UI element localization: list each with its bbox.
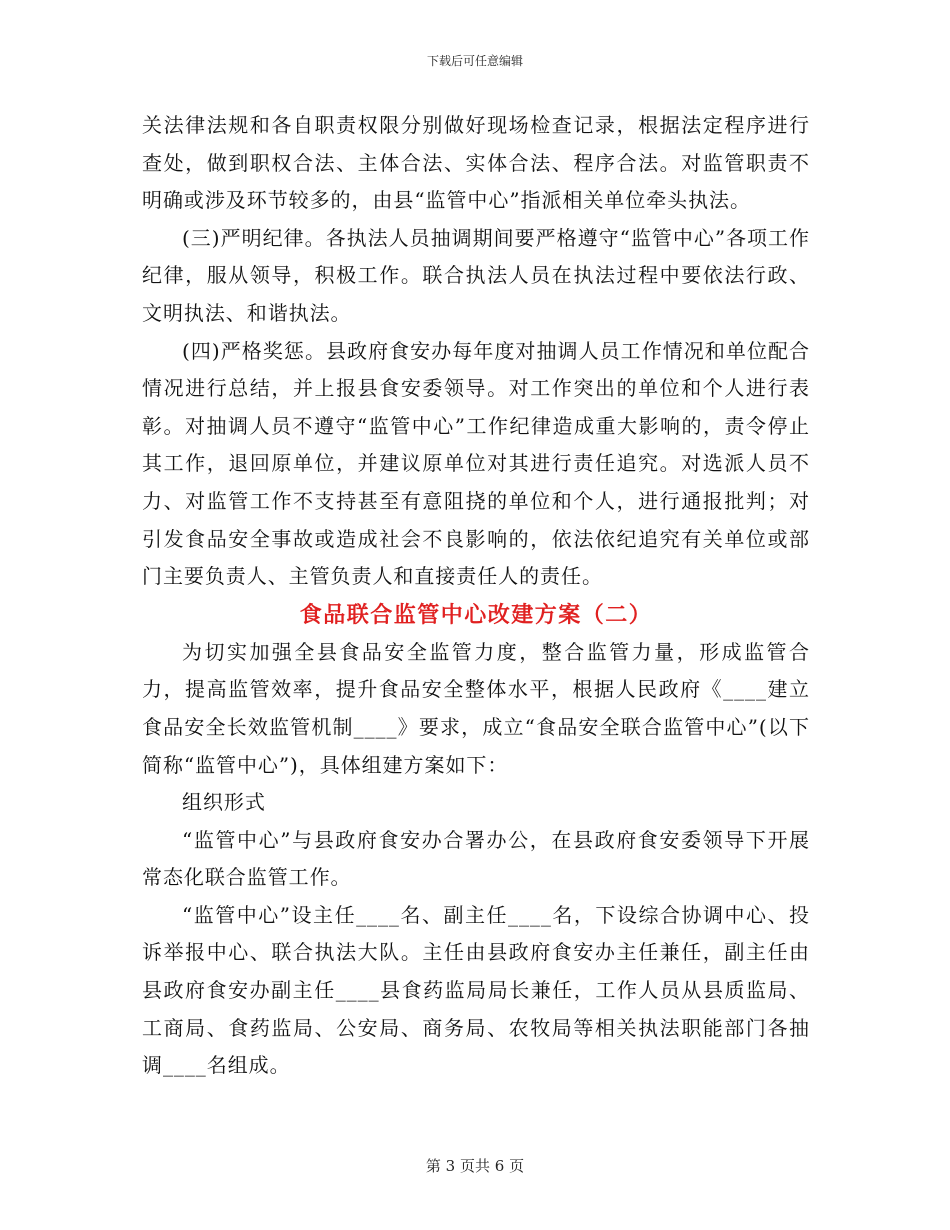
paragraph-rewards-penalties: (四)严格奖惩。县政府食安办每年度对抽调人员工作情况和单位配合情况进行总结，并上报县食安委领导。对工作突出的单位和个人进行表彰。对抽调人员不遵守“监管中心”工作纪律造成重大影响的，责令停止其工作，退回原单位，并建议原单位对其进行责任追究。对选派人员不力、对监管工作不支持甚至有意阻挠的单位和个人，进行通报批判；对引发食品安全事故或造成社会不良影响的，依法依纪追究有关单位或部门主要负责人、主管负责人和直接责任人的责任。 xyxy=(142,338,810,589)
paragraph-joint-office: “监管中心”与县政府食安办合署办公，在县政府食安委领导下开展常态化联合监管工作。 xyxy=(142,827,810,890)
paragraph-subheading-organization: 组织形式 xyxy=(182,790,266,815)
section-title: 食品联合监管中心改建方案（二） xyxy=(299,601,653,628)
paragraph-staffing: “监管中心”设主任____名、副主任____名，下设综合协调中心、投诉举报中心、联合执法大队。主任由县政府食安办主任兼任，副主任由县政府食安办副主任____县食药监局局长兼任，工作人员从县质监局、工商局、食药监局、公安局、商务局、农牧局等相关执法职能部门各抽调____名组成。 xyxy=(142,902,810,1078)
paragraph-continuation: 关法律法规和各自职责权限分别做好现场检查记录，根据法定程序进行查处，做到职权合法、主体合法、实体合法、程序合法。对监管职责不明确或涉及环节较多的，由县“监管中心”指派相关单位牵头执法。 xyxy=(142,113,810,213)
paragraph-intro: 为切实加强全县食品安全监管力度，整合监管力量，形成监管合力，提高监管效率，提升食品安全整体水平，根据人民政府《____建立食品安全长效监管机制____》要求，成立“食品安全联合监管中心”(以下简称“监管中心”)，具体组建方案如下： xyxy=(142,639,810,777)
page-header: 下载后可任意编辑 xyxy=(426,54,523,68)
document-body xyxy=(142,107,810,1085)
paragraph-discipline: (三)严明纪律。各执法人员抽调期间要严格遵守“监管中心”各项工作纪律，服从领导，积极工作。联合执法人员在执法过程中要依法行政、文明执法、和谐执法。 xyxy=(142,225,810,325)
page-number: 第 3 页共 6 页 xyxy=(425,1157,525,1175)
